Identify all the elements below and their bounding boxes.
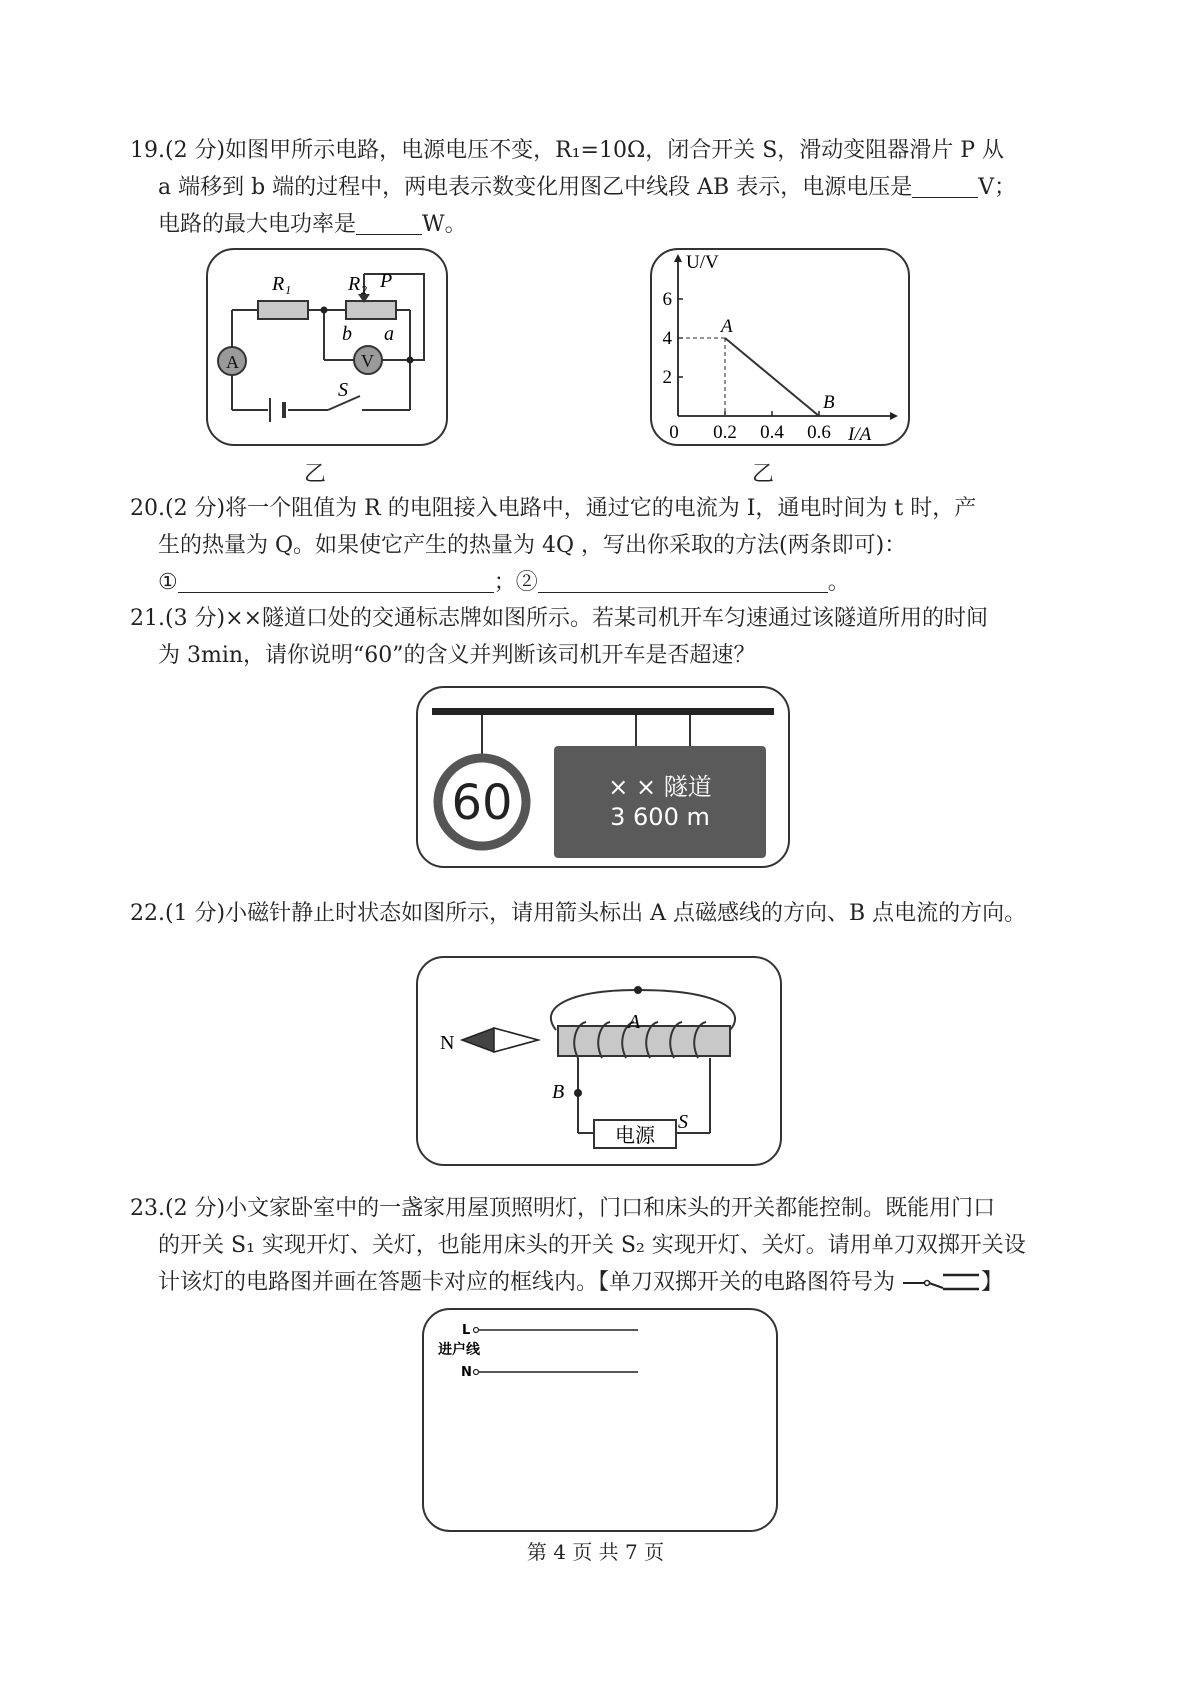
q19-line3-end: W。 [422,212,467,237]
x-tick-label: 0.2 [713,422,737,443]
answer-blank-method-2[interactable] [538,570,828,593]
point-label-b: B [823,392,835,413]
question-19 [130,132,1080,243]
label-switch: S [338,379,348,401]
answer-blank-method-1[interactable] [178,570,494,593]
x-tick-label: 0.6 [807,422,831,443]
label-point-b: B [552,1081,565,1103]
x-tick-label: 0 [669,422,679,443]
q19-line2-end: V； [978,175,1017,200]
q19-line2: a 端移到 b 端的过程中，两电表示数变化用图乙中线段 AB 表示，电源电压是 [158,175,913,200]
x-axis-label: I/A [848,424,872,444]
wire-l-label: L [462,1323,471,1338]
y-tick-label: 2 [662,367,672,388]
page-footer: 第 4 页 共 7 页 [526,1540,665,1564]
q21-line1: 21.(3 分)××隧道口处的交通标志牌如图所示。若某司机开车匀速通过该隧道所用的时间 [130,606,989,631]
label-r1: R₁ [272,273,292,295]
drawing-area-box[interactable] [422,1308,778,1532]
question-20 [130,490,1080,601]
q20-end: 。 [827,570,850,595]
y-axis-label: U/V [686,252,719,273]
question-23 [130,1190,1080,1301]
caption-jia: 乙 [304,462,327,487]
q22-line1: 22.(1 分)小磁针静止时状态如图所示，请用箭头标出 A 点磁感线的方向、B 点电流的方向。 [130,901,1027,926]
label-point-a: A [628,1011,641,1033]
q20-line1: 20.(2 分)将一个阻值为 R 的电阻接入电路中，通过它的电流为 I，通电时间为 t 时，产 [130,496,977,521]
q19-line3: 电路的最大电功率是 [158,212,357,237]
q23-line2: 的开关 S₁ 实现开灯、关灯，也能用床头的开关 S₂ 实现开灯、关灯。请用单刀双掷开关设 [158,1233,1026,1258]
label-north: N [440,1032,455,1054]
label-b: b [342,323,352,345]
circuit-diagram-jia [206,248,448,446]
caption-yi: 乙 [752,462,775,487]
series-line-ab [725,338,819,416]
ammeter-icon: A [226,352,239,372]
q23-line1: 23.(2 分)小文家卧室中的一盏家用屋顶照明灯，门口和床头的开关都能控制。既能用门口 [130,1196,996,1221]
q21-line2: 为 3min，请你说明“60”的含义并判断该司机开车是否超速？ [158,643,756,668]
q23-line3-end: 】 [981,1270,1004,1295]
spdt-switch-symbol-icon [903,1271,981,1293]
q20-sep: ； [493,570,516,595]
q20-mark1: ① [158,570,178,595]
question-22 [130,895,1080,932]
label-r2: R₂ [348,273,368,295]
q20-line2: 生的热量为 Q。如果使它产生的热量为 4Q ，写出你采取的方法(两条即可)： [158,533,907,558]
label-a: a [384,323,394,345]
sign-tunnel-name: × × 隧道 [608,773,712,801]
y-tick-label: 6 [662,289,672,310]
q20-mark2: ② [515,570,538,595]
traffic-sign-figure [416,686,790,868]
x-tick-label: 0.4 [760,422,784,443]
label-p: P [380,270,393,292]
answer-blank-voltage[interactable] [912,175,978,198]
electromagnet-figure [416,956,782,1166]
wire-n-label: N [461,1365,472,1380]
sign-tunnel-length: 3 600 m [610,803,710,831]
q19-line1: 19.(2 分)如图甲所示电路，电源电压不变，R₁=10Ω，闭合开关 S，滑动变阻器滑片 P 从 [130,138,1005,163]
chart-yi [650,248,910,446]
point-label-a: A [721,316,733,337]
sign-speed-value: 60 [451,775,513,831]
voltmeter-icon: V [361,351,374,371]
q23-line3: 计该灯的电路图并画在答题卡对应的框线内。【单刀双掷开关的电路图符号为 [158,1270,896,1295]
label-switch-s: S [678,1111,688,1133]
y-tick-label: 4 [662,328,672,349]
answer-blank-power[interactable] [356,212,422,235]
incoming-line-label: 进户线 [438,1343,480,1358]
ui-chart [652,250,908,444]
question-21 [130,600,1080,674]
power-source-label: 电源 [615,1125,655,1147]
